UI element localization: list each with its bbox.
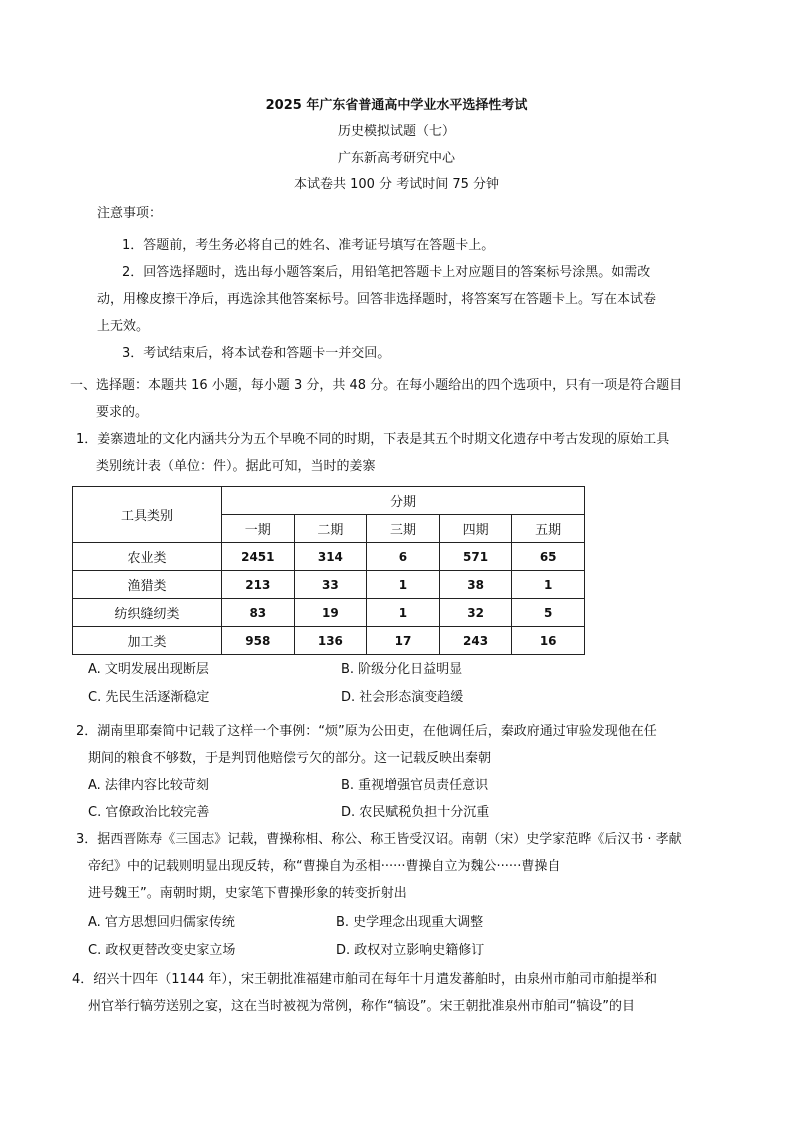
table-cell: 6 xyxy=(367,543,440,571)
table-cell: 32 xyxy=(439,599,512,627)
table-row xyxy=(73,571,585,599)
table-cell: 16 xyxy=(512,627,585,655)
question-1-option-c: C. 先民生活逐渐稳定 xyxy=(88,690,210,705)
question-1-stem-line-2: 类别统计表（单位：件）。据此可知，当时的姜寨 xyxy=(96,459,376,474)
notice-item-2-line-2: 动，用橡皮擦干净后，再选涂其他答案标号。回答非选择题时，将答案写在答题卡上。写在本试卷 xyxy=(97,292,657,307)
question-2-stem-line-1: 2．湖南里耶秦简中记载了这样一个事例：“烦”原为公田吏，在他调任后，秦政府通过审验发现他在任 xyxy=(76,724,657,739)
tool-statistics-table xyxy=(72,486,585,655)
table-row-label: 农业类 xyxy=(73,543,222,571)
table-header-row xyxy=(73,487,585,515)
question-1-option-d: D. 社会形态演变趋缓 xyxy=(341,690,464,705)
table-cell: 136 xyxy=(294,627,367,655)
table-period-cell: 四期 xyxy=(439,515,512,543)
table-period-cell: 三期 xyxy=(367,515,440,543)
question-2-option-c: C. 官僚政治比较完善 xyxy=(88,805,210,820)
question-2-option-a: A. 法律内容比较苛刻 xyxy=(88,778,209,793)
table-period-group: 分期 xyxy=(222,487,585,515)
question-3-stem-line-2: 帝纪》中的记载则明显出现反转，称“曹操自为丞相······曹操自立为魏公······曹操自 xyxy=(88,859,561,874)
table-cell: 1 xyxy=(512,571,585,599)
table-cell: 38 xyxy=(439,571,512,599)
table-period-cell: 五期 xyxy=(512,515,585,543)
question-2-option-b: B. 重视增强官员责任意识 xyxy=(341,778,489,793)
table-row xyxy=(73,599,585,627)
question-4-stem-line-2: 州官举行犒劳送别之宴，这在当时被视为常例，称作“犒设”。宋王朝批准泉州市舶司“犒设”的目 xyxy=(88,999,635,1014)
question-1-option-b: B. 阶级分化日益明显 xyxy=(341,662,463,677)
question-3-option-d: D. 政权对立影响史籍修订 xyxy=(336,943,485,958)
table-cell: 5 xyxy=(512,599,585,627)
section-1-heading-cont: 要求的。 xyxy=(96,405,149,420)
question-2-stem-line-2: 期间的粮食不够数，于是判罚他赔偿亏欠的部分。这一记载反映出秦朝 xyxy=(88,751,492,766)
table-cell: 19 xyxy=(294,599,367,627)
table-row xyxy=(73,543,585,571)
exam-info: 本试卷共 100 分 考试时间 75 分钟 xyxy=(293,177,500,192)
table-row-label: 加工类 xyxy=(73,627,222,655)
table-cell: 243 xyxy=(439,627,512,655)
question-3-option-c: C. 政权更替改变史家立场 xyxy=(88,943,236,958)
question-2-option-d: D. 农民赋税负担十分沉重 xyxy=(341,805,490,820)
table-cell: 1 xyxy=(367,599,440,627)
table-row-label: 渔猎类 xyxy=(73,571,222,599)
table-cell: 571 xyxy=(439,543,512,571)
table-cell: 33 xyxy=(294,571,367,599)
table-period-cell: 二期 xyxy=(294,515,367,543)
exam-subtitle: 历史模拟试题（七） xyxy=(337,124,455,139)
table-corner-cell: 工具类别 xyxy=(73,487,222,543)
table-row-label: 纺织缝纫类 xyxy=(73,599,222,627)
table-cell: 17 xyxy=(367,627,440,655)
table-cell: 958 xyxy=(222,627,295,655)
exam-org: 广东新高考研究中心 xyxy=(337,151,455,166)
table-cell: 213 xyxy=(222,571,295,599)
notice-item-3: 3．考试结束后，将本试卷和答题卡一并交回。 xyxy=(122,346,391,361)
table-row xyxy=(73,627,585,655)
table-period-cell: 一期 xyxy=(222,515,295,543)
notice-item-2-line-3: 上无效。 xyxy=(97,319,150,334)
question-3-stem-line-3: 进号魏王”。南朝时期，史家笔下曹操形象的转变折射出 xyxy=(88,886,407,901)
question-3-option-a: A. 官方思想回归儒家传统 xyxy=(88,915,235,930)
notice-item-2-line-1: 2．回答选择题时，选出每小题答案后，用铅笔把答题卡上对应题目的答案标号涂黑。如需改 xyxy=(122,265,651,280)
section-1-heading: 一、选择题：本题共 16 小题，每小题 3 分，共 48 分。在每小题给出的四个选项中，只有一项是符合题目 xyxy=(70,378,683,393)
table-cell: 314 xyxy=(294,543,367,571)
question-3-option-b: B. 史学理念出现重大调整 xyxy=(336,915,484,930)
table-cell: 1 xyxy=(367,571,440,599)
exam-title: 2025 年广东省普通高中学业水平选择性考试 xyxy=(265,98,528,113)
question-1-option-a: A. 文明发展出现断层 xyxy=(88,662,209,677)
table-cell: 65 xyxy=(512,543,585,571)
table-cell: 2451 xyxy=(222,543,295,571)
notice-heading: 注意事项： xyxy=(97,206,163,221)
question-1-stem-line-1: 1．姜寨遗址的文化内涵共分为五个早晚不同的时期，下表是其五个时期文化遗存中考古发现的原始工具 xyxy=(76,432,670,447)
question-3-stem-line-1: 3．据西晋陈寿《三国志》记载，曹操称相、称公、称王皆受汉诏。南朝（宋）史学家范晔《后汉书 · 孝献 xyxy=(76,832,682,847)
notice-item-1: 1．答题前，考生务必将自己的姓名、准考证号填写在答题卡上。 xyxy=(122,238,495,253)
table-cell: 83 xyxy=(222,599,295,627)
question-4-stem-line-1: 4．绍兴十四年（1144 年），宋王朝批准福建市舶司在每年十月遣发蕃舶时，由泉州市舶司市舶提举和 xyxy=(72,972,657,987)
